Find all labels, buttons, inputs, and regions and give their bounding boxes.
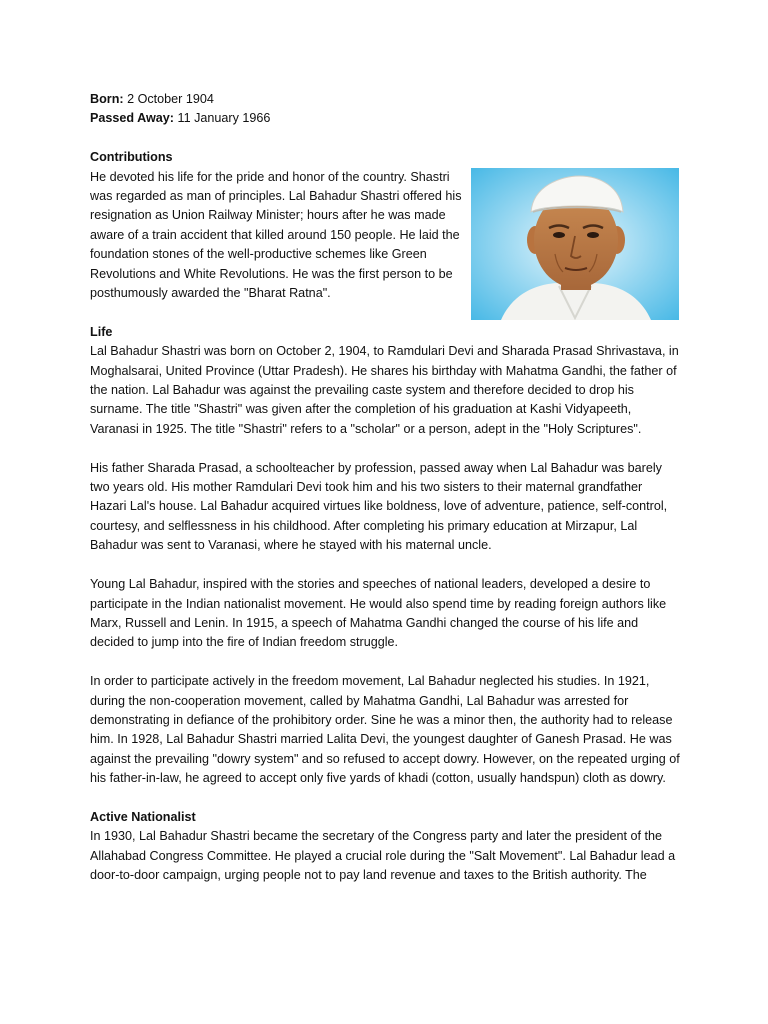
active-nationalist-heading: Active Nationalist <box>90 809 196 824</box>
life-paragraph-3: Young Lal Bahadur, inspired with the stories and speeches of national leaders, developed a desire to participate in the Indian nationalist movement. He would also spend time by reading foreign authors like Marx, Russell and Lenin. In 1915, a speech of Mahatma Gandhi changed the course of his life and decided to jump into the fire of Indian freedom struggle. <box>90 577 667 650</box>
life-heading: Life <box>90 324 113 339</box>
born-label: Born: <box>90 92 124 106</box>
life-paragraph-1: Lal Bahadur Shastri was born on October 2, 1904, to Ramdulari Devi and Sharada Prasad Shrivastava, in Moghalsarai, United Province (Uttar Pradesh). He shares his birthday with Mahatma Gandhi, the father of the nation. Lal Bahadur was against the prevailing caste system and therefore decided to drop his surname. The title "Shastri" was given after the completion of his graduation at Kashi Vidyapeeth, Varanasi in 1925. The title "Shastri" refers to a "scholar" or a person, adept in the "Holy Scriptures". <box>90 344 679 436</box>
passed-away-line <box>90 109 680 128</box>
active-nationalist-text: In 1930, Lal Bahadur Shastri became the secretary of the Congress party and later the president of the Allahabad Congress Committee. He played a crucial role during the "Salt Movement". Lal Bahadur lead a door-to-door campaign, urging people not to pay land revenue and taxes to the British authority. The <box>90 829 676 883</box>
contributions-text: He devoted his life for the pride and honor of the country. Shastri was regarded as man of principles. Lal Bahadur Shastri offered his resignation as Union Railway Minister; hours after he was made aware of a train accident that killed around 150 people. He laid the foundation stones of the well-productive schemes like Green Revolutions and White Revolutions. He was the first person to be posthumously awarded the "Bharat Ratna". <box>90 169 462 301</box>
life-paragraph-4: In order to participate actively in the freedom movement, Lal Bahadur neglected his studies. In 1921, during the non-cooperation movement, called by Mahatma Gandhi, Lal Bahadur was arrested for demonstrating in defiance of the prohibitory order. Sine he was a minor then, the authority had to release him. In 1928, Lal Bahadur Shastri married Lalita Devi, the youngest daughter of Ganesh Prasad. He was against the prevailing "dowry system" and so refused to accept dowry. However, on the repeated urging of his father-in-law, he agreed to accept only five yards of khadi (cotton, usually handspun) cloth as dowry. <box>90 674 680 786</box>
contributions-heading: Contributions <box>90 150 173 165</box>
passed-away-value: 11 January 1966 <box>177 111 271 126</box>
document-body <box>90 90 680 905</box>
born-line <box>90 90 680 109</box>
born-value: 2 October 1904 <box>127 92 214 106</box>
passed-away-label: Passed Away: <box>90 111 175 126</box>
life-paragraph-2: His father Sharada Prasad, a schoolteacher by profession, passed away when Lal Bahadur was barely two years old. His mother Ramdulari Devi took him and his two sisters to their maternal grandfather Hazari Lal's house. Lal Bahadur acquired virtues like boldness, love of adventure, patience, self-control, courtesy, and selflessness in his childhood. After completing his primary education at Mirzapur, Lal Bahadur was sent to Varanasi, where he stayed with his maternal uncle. <box>90 460 668 553</box>
